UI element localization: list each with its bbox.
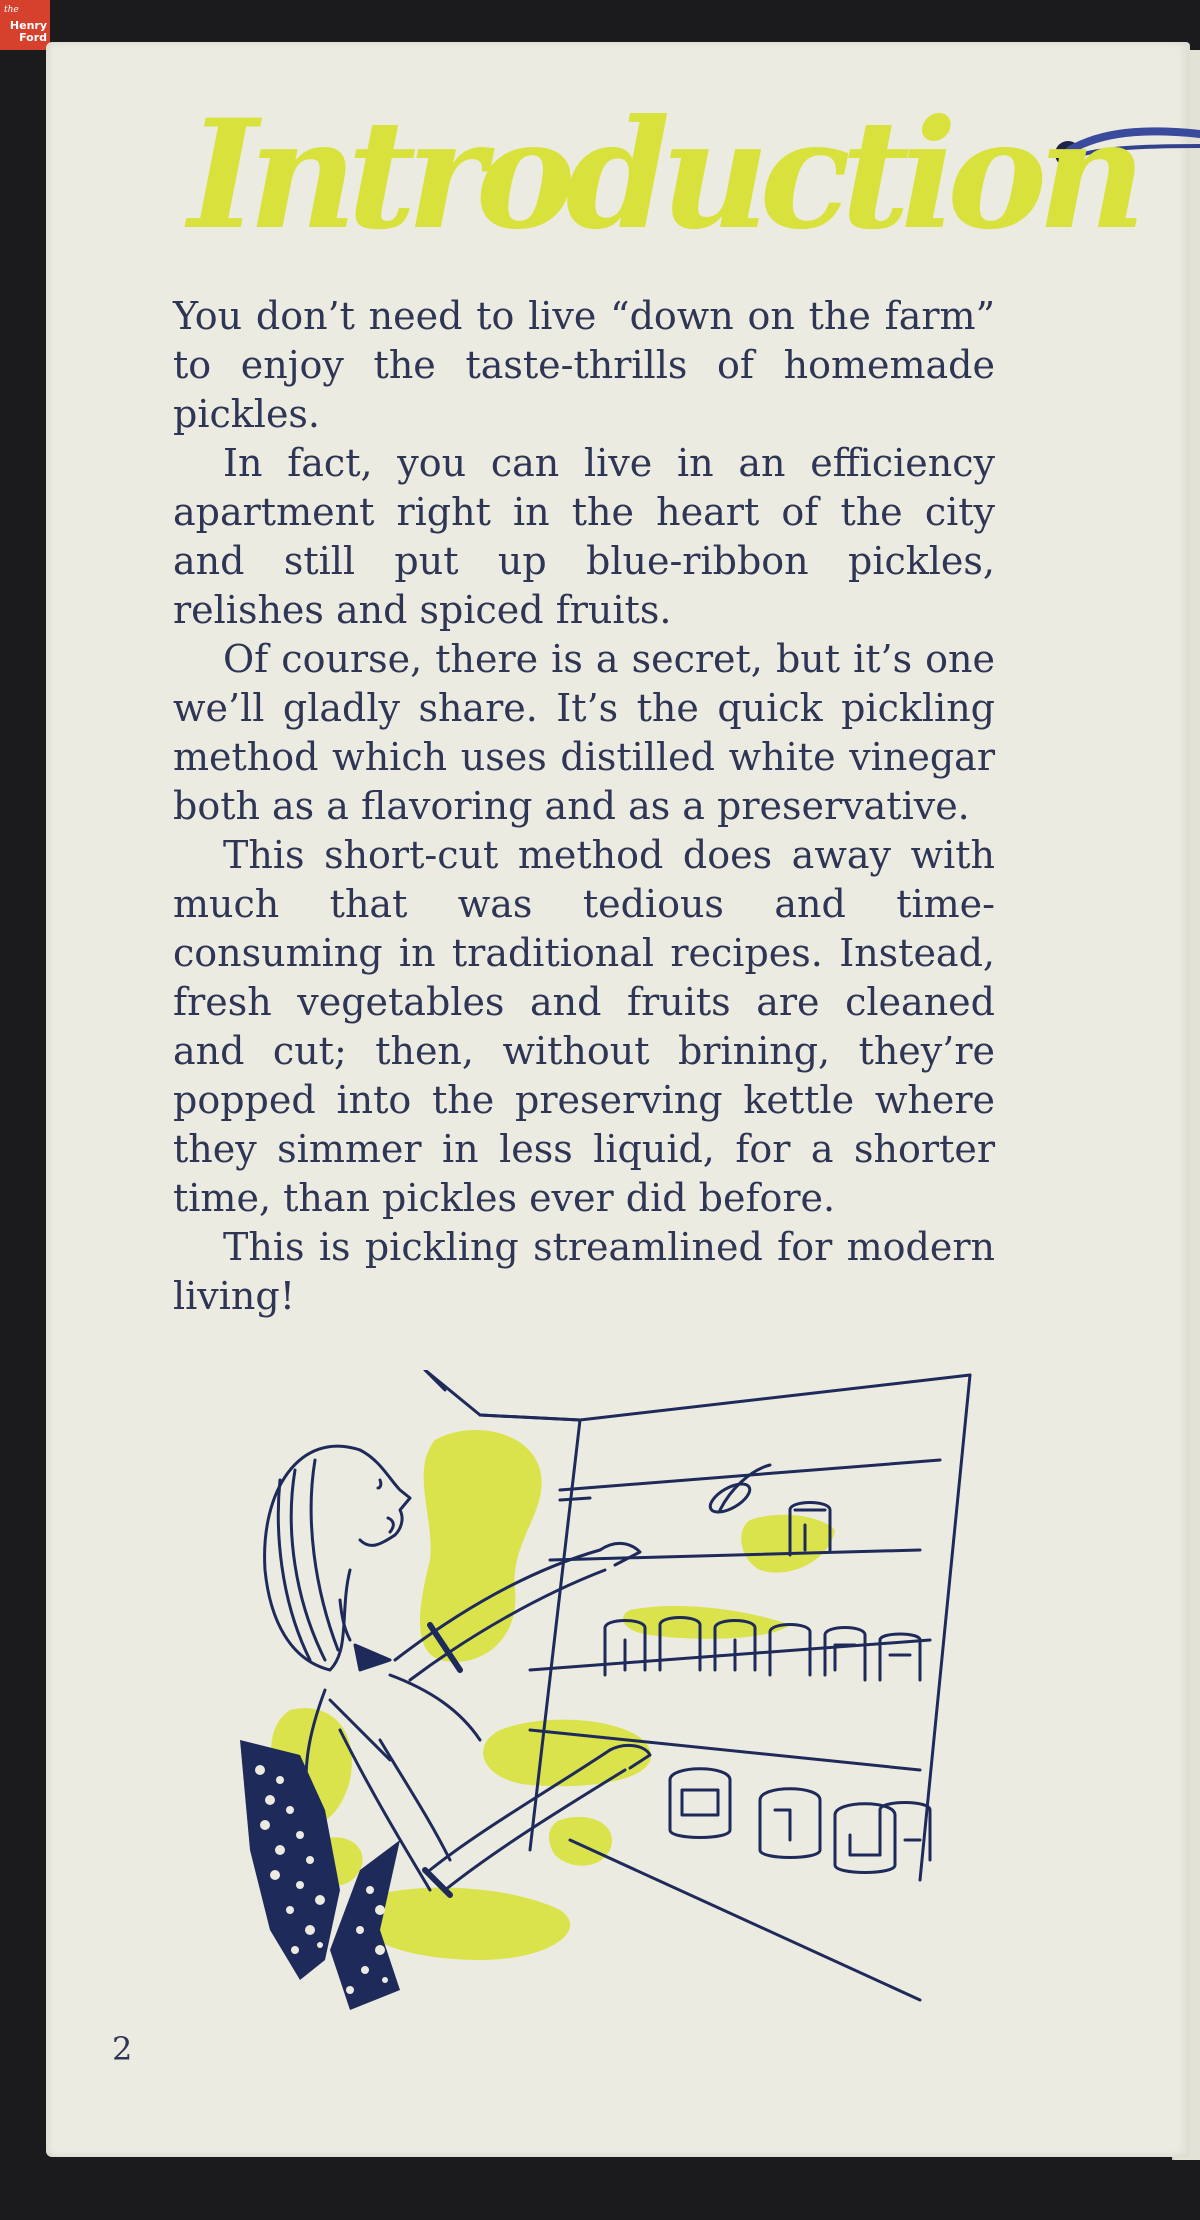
introduction-body	[173, 292, 995, 1321]
logo-name-text: Henry Ford	[9, 19, 47, 44]
page-number: 2	[112, 2030, 133, 2068]
paragraph-3: Of course, there is a secret, but it’s one we’ll gladly share. It’s the quick pickling method which uses distilled white vinegar both as a flavoring and as a preservative.	[173, 637, 995, 828]
page-heading	[180, 60, 1137, 263]
henry-ford-logo	[0, 0, 50, 50]
paragraph-5: This is pickling streamlined for modern living!	[173, 1225, 995, 1318]
logo-small-text: the	[4, 5, 19, 15]
paragraph-1: You don’t need to live “down on the farm” to enjoy the taste-thrills of homemade pickles.	[173, 294, 995, 436]
paragraph-4: This short-cut method does away with much that was tedious and time-consuming in traditional recipes. Instead, fresh vegetables and fruits are cleaned and cut; then, without brining, they’re popped into the preserving kettle where they simmer in less liquid, for a shorter time, than pickles ever did before.	[173, 833, 995, 1220]
paragraph-2: In fact, you can live in an efficiency apartment right in the heart of the city and still put up blue-ribbon pickles, relishes and spiced fruits.	[173, 441, 995, 632]
heading-text: Introduction	[188, 87, 1137, 263]
woman-with-jars-illustration	[230, 1370, 990, 2040]
